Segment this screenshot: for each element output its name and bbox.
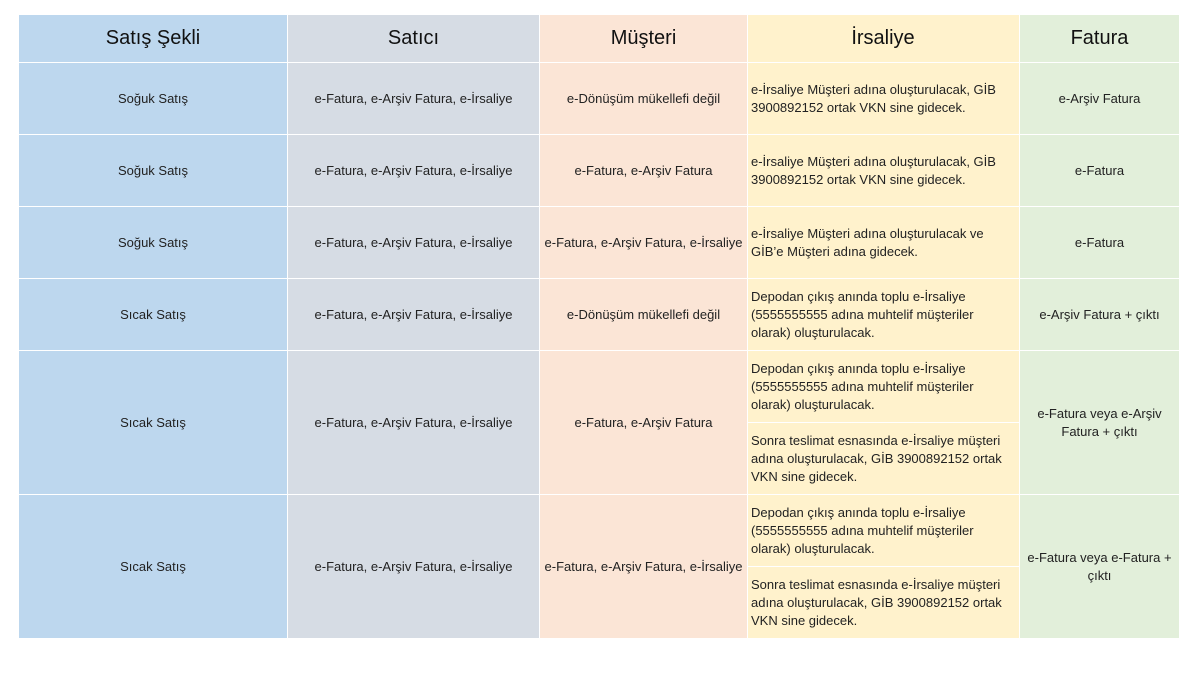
cell-irsaliye: e-İrsaliye Müşteri adına oluşturulacak, GİB 3900892152 ortak VKN sine gidecek. [748,63,1020,135]
cell-irsaliye-depo: Depodan çıkış anında toplu e-İrsaliye (5555555555 adına muhtelif müşteriler olarak) oluşturulacak. [748,495,1020,567]
cell-satis-sekli: Sıcak Satış [19,351,288,495]
header-satici: Satıcı [288,15,540,63]
cell-musteri: e-Dönüşüm mükellefi değil [540,63,748,135]
cell-satis-sekli: Soğuk Satış [19,135,288,207]
cell-satis-sekli: Soğuk Satış [19,63,288,135]
cell-satici: e-Fatura, e-Arşiv Fatura, e-İrsaliye [288,135,540,207]
table-row [19,351,1180,423]
table-row [19,495,1180,567]
cell-irsaliye-depo: Depodan çıkış anında toplu e-İrsaliye (5555555555 adına muhtelif müşteriler olarak) oluşturulacak. [748,351,1020,423]
table-row [19,207,1180,279]
cell-musteri: e-Fatura, e-Arşiv Fatura, e-İrsaliye [540,495,748,639]
cell-fatura: e-Arşiv Fatura [1020,63,1180,135]
cell-musteri: e-Fatura, e-Arşiv Fatura [540,351,748,495]
cell-irsaliye: e-İrsaliye Müşteri adına oluşturulacak ve GİB’e Müşteri adına gidecek. [748,207,1020,279]
cell-satici: e-Fatura, e-Arşiv Fatura, e-İrsaliye [288,207,540,279]
cell-irsaliye-teslimat: Sonra teslimat esnasında e-İrsaliye müşteri adına oluşturulacak, GİB 3900892152 ortak VKN sine gidecek. [748,423,1020,495]
cell-fatura: e-Fatura [1020,135,1180,207]
cell-satis-sekli: Sıcak Satış [19,279,288,351]
cell-fatura: e-Fatura [1020,207,1180,279]
cell-fatura: e-Arşiv Fatura + çıktı [1020,279,1180,351]
table-row [19,135,1180,207]
cell-satici: e-Fatura, e-Arşiv Fatura, e-İrsaliye [288,351,540,495]
cell-fatura: e-Fatura veya e-Fatura + çıktı [1020,495,1180,639]
header-irsaliye: İrsaliye [748,15,1020,63]
cell-irsaliye: Depodan çıkış anında toplu e-İrsaliye (5555555555 adına muhtelif müşteriler olarak) oluşturulacak. [748,279,1020,351]
cell-fatura: e-Fatura veya e-Arşiv Fatura + çıktı [1020,351,1180,495]
cell-satici: e-Fatura, e-Arşiv Fatura, e-İrsaliye [288,495,540,639]
sales-table [18,14,1180,639]
cell-satici: e-Fatura, e-Arşiv Fatura, e-İrsaliye [288,63,540,135]
table-row [19,279,1180,351]
cell-musteri: e-Fatura, e-Arşiv Fatura, e-İrsaliye [540,207,748,279]
header-satis-sekli: Satış Şekli [19,15,288,63]
cell-musteri: e-Fatura, e-Arşiv Fatura [540,135,748,207]
header-row [19,15,1180,63]
cell-musteri: e-Dönüşüm mükellefi değil [540,279,748,351]
cell-satici: e-Fatura, e-Arşiv Fatura, e-İrsaliye [288,279,540,351]
cell-satis-sekli: Soğuk Satış [19,207,288,279]
table-container [18,14,1180,639]
header-fatura: Fatura [1020,15,1180,63]
header-musteri: Müşteri [540,15,748,63]
cell-satis-sekli: Sıcak Satış [19,495,288,639]
cell-irsaliye: e-İrsaliye Müşteri adına oluşturulacak, GİB 3900892152 ortak VKN sine gidecek. [748,135,1020,207]
table-row [19,63,1180,135]
cell-irsaliye-teslimat: Sonra teslimat esnasında e-İrsaliye müşteri adına oluşturulacak, GİB 3900892152 ortak VKN sine gidecek. [748,567,1020,639]
